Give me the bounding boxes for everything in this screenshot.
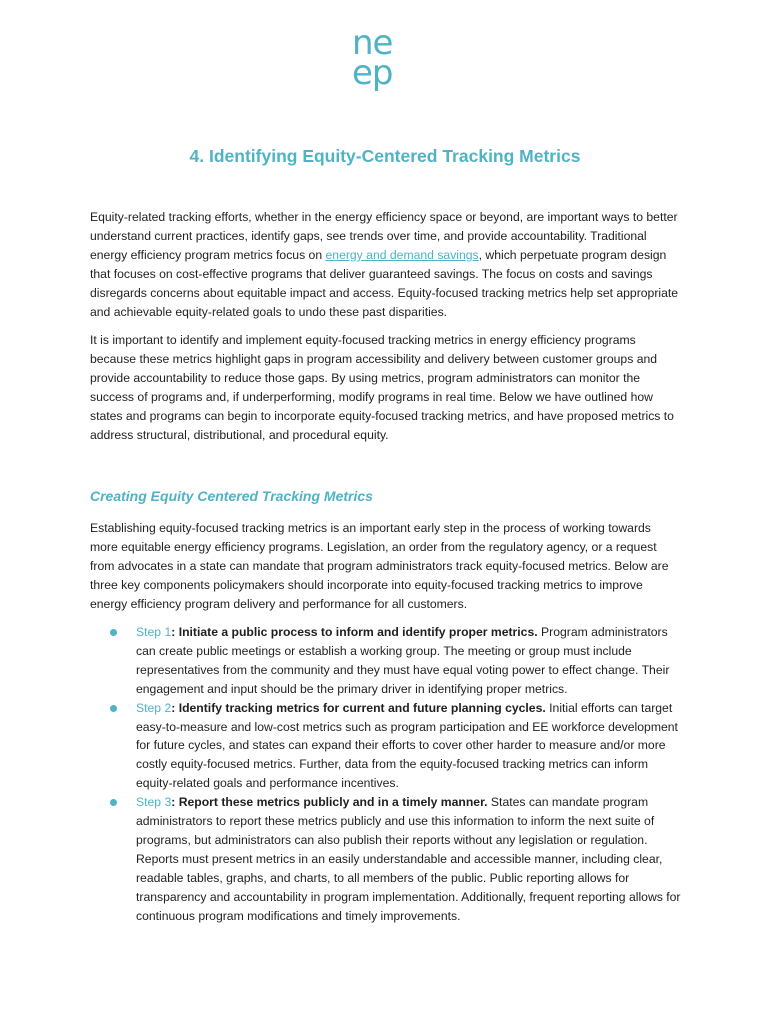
step-bold-text: : Initiate a public process to inform and identify proper metrics. [171, 625, 538, 639]
step-text: Program administrators can create public meetings or establish a working group. The meeting or group must include representatives from the community and they must have equal voting power to effect change. Their engagement and input should be the primary driver in identifying proper metrics. [136, 625, 670, 696]
intro-text-after-link: , which perpetuate program design that focuses on cost-effective programs that deliver guaranteed savings. The focus on costs and savings disregards concerns about equitable impact and access. Equity-focused tracking metrics help set appropriate and achievable equity-related goals to undo these past disparities. [90, 247, 679, 319]
bullet-icon [110, 629, 117, 636]
step-item [108, 623, 683, 699]
step-bold-text: : Report these metrics publicly and in a timely manner. [171, 795, 488, 810]
logo-line-2: ep [352, 53, 393, 93]
section-heading: Creating Equity Centered Tracking Metrics [90, 488, 373, 504]
page-title: 4. Identifying Equity-Centered Tracking Metrics [189, 146, 581, 166]
bullet-icon [110, 705, 117, 712]
step-text: Initial efforts can target easy-to-measure and low-cost metrics such as program participation and EE workforce development for future cycles, and states can expand their efforts to cover other harder to measure and/or more costly equity-focused metrics. Further, data from the equity-focused tracking metrics can inform equity-related goals and performance incentives. [136, 700, 678, 791]
step-label: Step 1 [136, 625, 172, 639]
step-label: Step 3 [136, 795, 172, 810]
step-label: Step 2 [136, 700, 172, 715]
intro-paragraph-2: It is important to identify and implement equity-focused tracking metrics in energy efficiency programs because these metrics highlight gaps in program accessibility and delivery between customer groups and provide accountability to reduce those gaps. By using metrics, program administrators can monitor the success of programs and, if underperforming, modify programs in real time. Below we have outlined how states and programs can begin to incorporate equity-focused tracking metrics, and have proposed metrics to address structural, distributional, and procedural equity. [90, 333, 674, 442]
intro-paragraph-1 [90, 208, 682, 321]
intro-text-before-link: Equity-related tracking efforts, whether in the energy efficiency space or beyond, are important ways to better understand current practices, identify gaps, see trends over time, and provide accountability. Traditional energy efficiency program metrics focus on [90, 210, 678, 262]
step-bold-text: : Identify tracking metrics for current and future planning cycles. [171, 700, 546, 715]
energy-demand-savings-link[interactable]: energy and demand savings [325, 247, 479, 262]
step-text: States can mandate program administrators to report these metrics publicly and use this information to inform the next suite of programs, but administrators can also publish their reports without any legislation or regulation. Reports must present metrics in an easily understandable and accessible manner, including clear, readable tables, graphs, and charts, to all members of the public. Public reporting allows for transparency and accountability in program implementation. Additionally, frequent reporting allows for continuous program modifications and timely improvements. [136, 795, 681, 923]
step-item [108, 699, 683, 794]
steps-list [108, 623, 683, 926]
step-item [108, 793, 683, 925]
logo-line-1: ne [352, 23, 393, 63]
bullet-icon [110, 799, 117, 806]
neep-logo [352, 23, 422, 96]
section-paragraph: Establishing equity-focused tracking metrics is an important early step in the process of working towards more equitable energy efficiency programs. Legislation, an order from the regulatory agency, or a request from advocates in a state can mandate that program administrators track equity-focused metrics. Below are three key components policymakers should incorporate into equity-focused tracking metrics to improve energy efficiency program delivery and performance for all customers. [90, 521, 669, 611]
